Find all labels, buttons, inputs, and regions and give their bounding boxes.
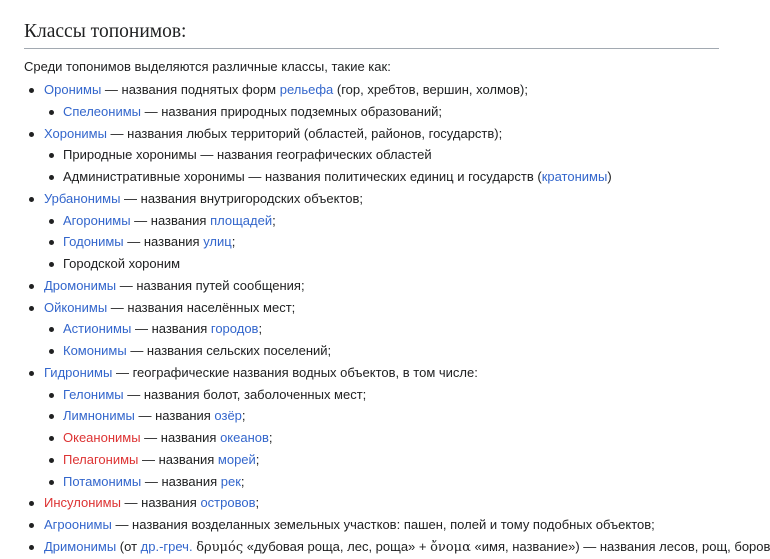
link-limnonyms[interactable]: Лимнонимы (63, 408, 135, 424)
intro-paragraph: Среди топонимов выделяются различные классы, такие как: (24, 59, 391, 74)
link-cities[interactable]: городов (210, 321, 259, 337)
toponym-class-list (24, 79, 770, 559)
sub-list (44, 384, 770, 493)
link-urbanonyms[interactable]: Урбанонимы (44, 190, 121, 206)
link-agoronyms[interactable]: Агоронимы (63, 212, 131, 228)
link-helonyms[interactable]: Гелонимы (63, 386, 124, 402)
link-godonyms[interactable]: Годонимы (63, 234, 124, 250)
greek-word: ὄνομα (430, 539, 471, 555)
link-squares[interactable]: площадей (210, 212, 273, 228)
link-hydronyms[interactable]: Гидронимы (44, 364, 113, 380)
list-item: Океанонимы — названия океанов; (44, 427, 770, 449)
sub-list (44, 210, 770, 275)
list-item: Природные хоронимы — названия географических областей (44, 144, 770, 166)
link-kratonyms[interactable]: кратонимы (541, 169, 608, 184)
link-rivers[interactable]: рек (220, 473, 241, 489)
list-item: Потамонимы — названия рек; (44, 471, 770, 493)
list-item: Городской хороним (44, 253, 770, 275)
list-item: Ойконимы — названия населённых мест; Астионимы — названия городов; Комонимы — названия сельских поселений; (24, 297, 770, 362)
list-item: Агроонимы — названия возделанных земельных участков: пашен, полей и тому подобных объектов; (24, 514, 770, 536)
list-item: Спелеонимы — названия природных подземных образований; (44, 101, 770, 123)
list-item: Астионимы — названия городов; (44, 318, 770, 340)
link-dromonyms[interactable]: Дромонимы (44, 277, 117, 293)
list-item: Гидронимы — географические названия водных объектов, в том числе: Гелонимы — названия болот, заболоченных мест; Лимнонимы — названия озёр; Океанонимы — названия океанов; Пелагонимы — названия морей; Потамонимы — названия рек; (24, 362, 770, 493)
sub-list (44, 101, 770, 123)
list-item: Дромонимы — названия путей сообщения; (24, 275, 770, 297)
redlink-pelagonyms[interactable]: Пелагонимы (63, 451, 139, 467)
list-item: Административные хоронимы — названия политических единиц и государств (кратонимы) (44, 166, 770, 188)
list-item: Инсулонимы — названия островов; (24, 492, 770, 514)
link-streets[interactable]: улиц (203, 234, 232, 250)
redlink-insulonyms[interactable]: Инсулонимы (44, 495, 121, 511)
link-oikonyms[interactable]: Ойконимы (44, 299, 108, 315)
link-astionyms[interactable]: Астионимы (63, 321, 132, 337)
link-islands[interactable]: островов (200, 495, 256, 511)
link-relief[interactable]: рельефа (279, 82, 334, 97)
link-oceans[interactable]: океанов (220, 430, 269, 445)
link-oronyms[interactable]: Оронимы (44, 82, 102, 97)
list-item: Дримонимы (от др.-греч. δρυμός «дубовая роща, лес, роща» + ὄνομα «имя, название») — названия лесов, рощ, боров (24, 536, 770, 559)
list-item: Комонимы — названия сельских поселений; (44, 340, 770, 362)
redlink-oceanonyms[interactable]: Океанонимы (63, 430, 141, 445)
list-item: Оронимы — названия поднятых форм рельефа (гор, хребтов, вершин, холмов); Спелеонимы — названия природных подземных образований; (24, 79, 770, 123)
link-seas[interactable]: морей (217, 451, 256, 467)
section-heading: Классы топонимов: (24, 19, 719, 49)
link-drymonyms[interactable]: Дримонимы (44, 538, 117, 554)
link-ancient-greek[interactable]: др.-греч. (140, 538, 193, 554)
link-agroonyms[interactable]: Агроонимы (44, 517, 112, 532)
link-lakes[interactable]: озёр (214, 408, 242, 424)
list-item: Хоронимы — названия любых территорий (областей, районов, государств); Природные хоронимы — названия географических областей Административные хоронимы — названия политических единиц и государств (кратонимы) (24, 123, 770, 188)
list-item: Пелагонимы — названия морей; (44, 449, 770, 471)
list-item: Годонимы — названия улиц; (44, 231, 770, 253)
list-item: Урбанонимы — названия внутригородских объектов; Агоронимы — названия площадей; Годонимы — названия улиц; Городской хороним (24, 188, 770, 275)
sub-list (44, 318, 770, 362)
link-speleonyms[interactable]: Спелеонимы (63, 103, 141, 119)
link-choronyms[interactable]: Хоронимы (44, 125, 107, 141)
list-item: Лимнонимы — названия озёр; (44, 405, 770, 427)
list-item: Гелонимы — названия болот, заболоченных мест; (44, 384, 770, 406)
link-komonyms[interactable]: Комонимы (63, 343, 127, 358)
list-item: Агоронимы — названия площадей; (44, 210, 770, 232)
link-potamonyms[interactable]: Потамонимы (63, 473, 142, 489)
greek-word: δρυμός (196, 539, 244, 555)
sub-list (44, 144, 770, 188)
